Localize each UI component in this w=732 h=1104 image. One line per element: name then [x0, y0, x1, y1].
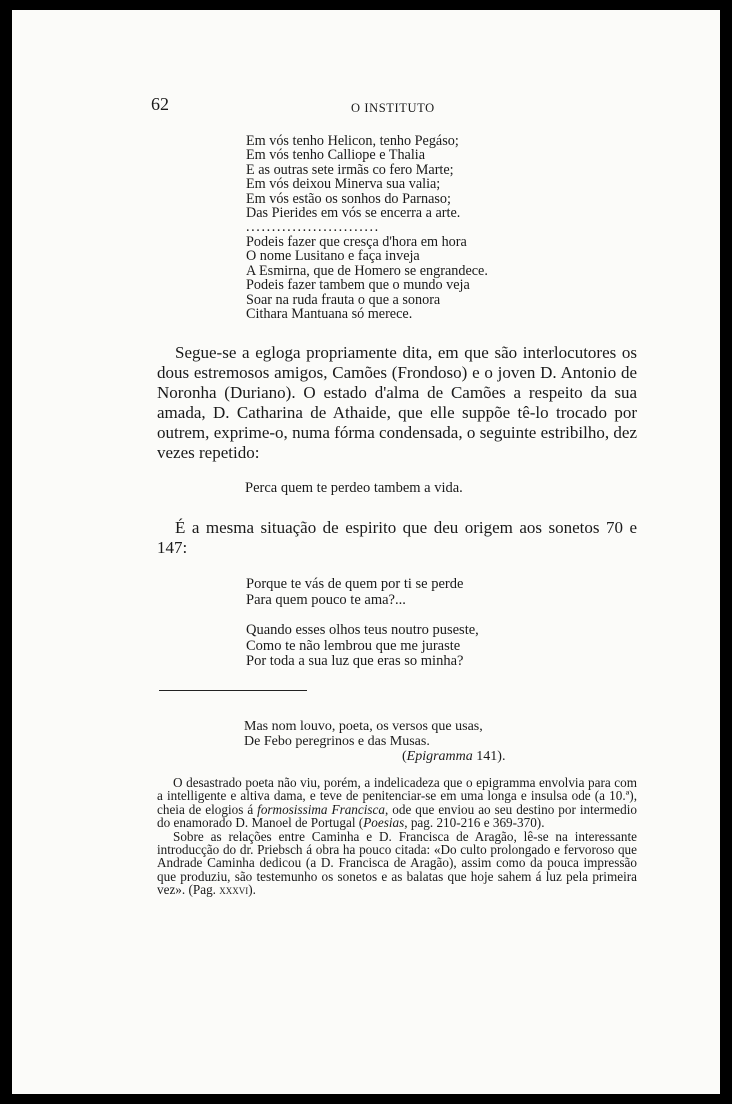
verse-line: Por toda a sua luz que eras so minha? [246, 653, 464, 669]
verse-stanza-1 [246, 134, 460, 235]
verse-line: Porque te vás de quem por ti se perde [246, 576, 464, 592]
verse-line: Mas nom louvo, poeta, os versos que usas, [244, 719, 483, 734]
verse-line: E as outras sete irmãs co fero Marte; [246, 161, 454, 178]
verse-line: Em vós tenho Calliope e Thalia [246, 147, 426, 164]
footnote-verse [244, 719, 505, 764]
verse-line: Para quem pouco te ama?... [246, 591, 406, 608]
verse-line: Em vós tenho Helicon, tenho Pegáso; [246, 133, 459, 149]
verse-line: Das Pierides em vós se encerra a arte. [246, 205, 461, 222]
body-paragraph-1 [157, 343, 637, 463]
verse-line: A Esmirna, que de Homero se engrandece. [246, 262, 488, 279]
verse-stanza-2 [246, 235, 488, 321]
paragraph-text: Segue-se a egloga propriamente dita, em que são interlocutores os dous estremosos amigos, Camões (Frondoso) e o joven D. Antonio de Noronha (Duriano). O estado d'alma de Camões a respeito da sua amada, D. Catharina de Athaide, que elle suppõe tê-lo trocado por outrem, exprime-o, numa fórma condensada, o seguinte estribilho, dez vezes repetido: [157, 343, 637, 462]
book-title: Poesias [363, 815, 405, 831]
sonnet-quote-2 [246, 623, 479, 670]
footnote-citation: (Epigramma 141). [402, 749, 506, 764]
verse-line: Em vós deixou Minerva sua valia; [246, 176, 441, 193]
paragraph-text: É a mesma situação de espirito que deu origem aos sonetos 70 e 147: [157, 518, 637, 557]
footnote-paragraph-2: Sobre as relações entre Caminha e D. Francisca de Aragão, lê-se na interessante introducção do dr. Priebsch á obra ha pouco citada: «Do culto prolongado e fervoroso que Andrade Caminha dedicou (a D. Francisca de Aragão), assim como da pouca impressão que produziu, são testemunho os sonetos e as balatas que hoje sahem á luz pela primeira vez». (Pag. xxxvi). [157, 828, 637, 898]
citation-work: Epigramma [406, 749, 473, 764]
sonnet-quote-1 [246, 577, 463, 608]
verse-line: Como te não lembrou que me juraste [246, 637, 461, 654]
refrain-line: Perca quem te perdeo tambem a vida. [245, 480, 463, 496]
poem-title: formosissima Francisca [257, 801, 385, 817]
verse-line: Podeis fazer que cresça d'hora em hora [246, 234, 467, 250]
verse-line: Podeis fazer tambem que o mundo veja [246, 277, 470, 294]
book-page [12, 10, 720, 1094]
footnote-paragraph-1: O desastrado poeta não viu, porém, a indelicadeza que o epigramma envolvia para com a intelligente e altiva dama, e teve de penitenciar-se em uma longa e insulsa ode (a 10.ª), cheia de elogios á formosissima Francisca, ode que enviou ao seu destino por intermedio do enamorado D. Manoel de Portugal (Poesias, pag. 210-216 e 369-370). [157, 775, 637, 831]
verse-line: Soar na ruda frauta o que a sonora [246, 291, 441, 308]
body-paragraph-2 [157, 518, 637, 558]
footnote-text [157, 776, 637, 897]
citation-number: 141 [476, 749, 498, 764]
verse-line: Em vós estão os sonhos do Parnaso; [246, 190, 451, 207]
verse-line: Cithara Mantuana só merece. [246, 306, 413, 323]
page-number: 62 [151, 94, 169, 114]
footnote-separator [159, 690, 307, 691]
ellipsis-line: .......................... [246, 219, 380, 236]
running-title: O INSTITUTO [351, 101, 435, 115]
verse-line: De Febo peregrinos e das Musas. [244, 734, 430, 749]
verse-line: O nome Lusitano e faça inveja [246, 248, 420, 265]
verse-line: Quando esses olhos teus noutro puseste, [246, 622, 479, 638]
roman-page: xxxvi [219, 882, 249, 898]
